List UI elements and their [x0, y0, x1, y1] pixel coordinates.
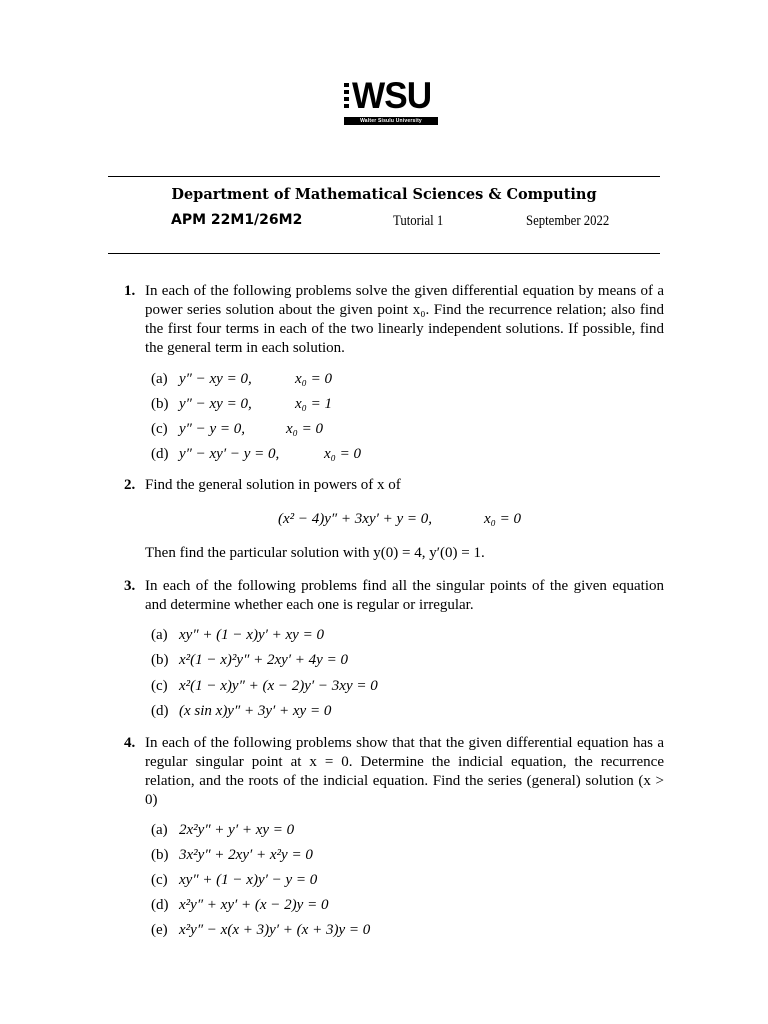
- item-equation: (x sin x)y″ + 3y′ + xy = 0: [179, 703, 332, 719]
- question-text: Find the general solution in powers of x of: [145, 477, 401, 493]
- item-label: (b): [151, 847, 169, 863]
- item-equation: x²(1 − x)²y″ + 2xy′ + 4y = 0: [179, 652, 348, 668]
- header-rule-bottom: [108, 253, 660, 254]
- item-label: (c): [151, 678, 168, 694]
- question-2-followup: [118, 544, 664, 563]
- wsu-logo: [344, 75, 440, 128]
- item-label: (b): [151, 396, 169, 412]
- question-number: 4.: [124, 735, 136, 751]
- item-point: x₀ = 0: [324, 446, 361, 462]
- item-equation: y″ − y = 0,: [179, 421, 246, 437]
- item-label: (d): [151, 703, 169, 719]
- equation-text: (x² − 4)y″ + 3xy′ + y = 0,: [278, 511, 433, 527]
- list-item: [151, 445, 361, 464]
- equation-point-text: x₀ = 0: [484, 511, 521, 527]
- list-item: [151, 677, 378, 696]
- question-number: 1.: [124, 283, 136, 299]
- list-item: [151, 420, 323, 439]
- question-3: [118, 577, 664, 615]
- tutorial-date: September 2022: [526, 213, 610, 229]
- logo-wordmark: WSU: [352, 75, 432, 116]
- list-item: [151, 821, 294, 840]
- logo-dots-icon: [344, 83, 350, 115]
- item-label: (b): [151, 652, 169, 668]
- list-item: [151, 702, 331, 721]
- list-item: [151, 395, 332, 414]
- item-equation: 2x²y″ + y′ + xy = 0: [179, 822, 295, 838]
- item-equation: y″ − xy′ − y = 0,: [179, 446, 280, 462]
- equation-point: [484, 510, 521, 529]
- item-equation: x²y″ + xy′ + (x − 2)y = 0: [179, 897, 329, 913]
- item-point: x₀ = 0: [295, 371, 332, 387]
- list-item: [151, 626, 324, 645]
- header-rule-top: [108, 176, 660, 177]
- department-title: Department of Mathematical Sciences & Computing: [171, 186, 597, 203]
- list-item: [151, 846, 313, 865]
- item-label: (d): [151, 897, 169, 913]
- item-point: x₀ = 1: [295, 396, 332, 412]
- logo-subtitle-bar: [344, 117, 438, 125]
- question-2: [118, 476, 664, 495]
- list-item: [151, 896, 328, 915]
- question-4: [118, 734, 664, 810]
- item-label: (e): [151, 922, 168, 938]
- item-equation: x²(1 − x)y″ + (x − 2)y′ − 3xy = 0: [179, 678, 378, 694]
- question-number: 3.: [124, 578, 136, 594]
- list-item: [151, 871, 317, 890]
- logo-subtitle: Walter Sisulu University: [360, 118, 422, 124]
- item-equation: xy″ + (1 − x)y′ + xy = 0: [179, 627, 324, 643]
- display-equation: [278, 510, 432, 529]
- question-1: [118, 282, 664, 358]
- question-number: 2.: [124, 477, 136, 493]
- list-item: [151, 921, 370, 940]
- question-followup-text: Then find the particular solution with y(0) = 4, y′(0) = 1.: [145, 545, 485, 561]
- list-item: [151, 651, 348, 670]
- item-equation: y″ − xy = 0,: [179, 371, 252, 387]
- item-label: (d): [151, 446, 169, 462]
- question-text: In each of the following problems show that that the given differential equation has a regular singular point at x = 0. Determine the indicial equation, the recurrence relation, and the roots of the indicial equation. Find the series (general) solution (x > 0): [145, 735, 664, 808]
- item-equation: 3x²y″ + 2xy′ + x²y = 0: [179, 847, 313, 863]
- item-label: (c): [151, 872, 168, 888]
- item-label: (a): [151, 627, 168, 643]
- item-point: x₀ = 0: [286, 421, 323, 437]
- question-text: In each of the following problems solve the given differential equation by means of a power series solution about the given point x₀. Find the recurrence relation; also find the first four terms in each of the two linearly independent solutions. If possible, find the general term in each solution.: [145, 283, 664, 356]
- tutorial-label: Tutorial 1: [393, 213, 444, 229]
- question-text: In each of the following problems find all the singular points of the given equation and determine whether each one is regular or irregular.: [145, 578, 664, 613]
- item-equation: y″ − xy = 0,: [179, 396, 252, 412]
- item-equation: x²y″ − x(x + 3)y′ + (x + 3)y = 0: [179, 922, 371, 938]
- item-label: (a): [151, 371, 168, 387]
- course-code: APM 22M1/26M2: [171, 212, 303, 228]
- item-label: (c): [151, 421, 168, 437]
- item-equation: xy″ + (1 − x)y′ − y = 0: [179, 872, 318, 888]
- item-label: (a): [151, 822, 168, 838]
- list-item: [151, 370, 332, 389]
